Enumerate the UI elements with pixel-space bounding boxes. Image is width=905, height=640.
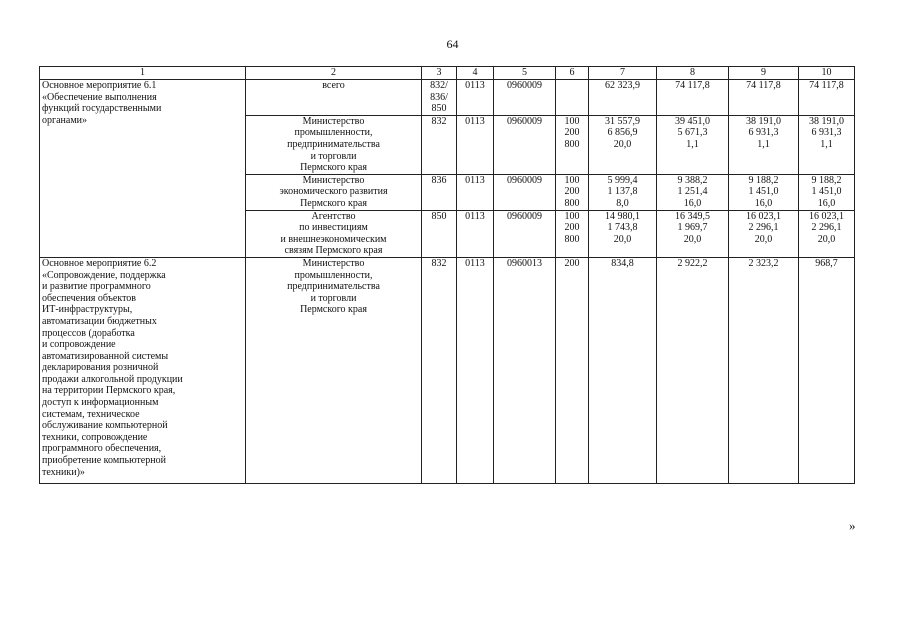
table-header-row [40,67,855,80]
table-cell: 832/ 836/ 850 [422,80,457,116]
table-cell [556,80,589,116]
table-cell: 2 922,2 [657,257,729,483]
table-cell: 0960009 [494,210,556,257]
table-row [40,257,855,483]
table-cell: 14 980,1 1 743,8 20,0 [589,210,657,257]
table-cell: 832 [422,115,457,174]
table-cell: 16 349,5 1 969,7 20,0 [657,210,729,257]
header-cell: 10 [799,67,855,80]
table-cell: 74 117,8 [799,80,855,116]
executor-cell: Министерство промышленности, предпринимательства и торговли Пермского края [246,115,422,174]
table-cell: 0113 [457,115,494,174]
table-cell: 0113 [457,174,494,210]
table-cell: 16 023,1 2 296,1 20,0 [729,210,799,257]
table-cell: 38 191,0 6 931,3 1,1 [729,115,799,174]
table-cell: 16 023,1 2 296,1 20,0 [799,210,855,257]
table-cell: 74 117,8 [729,80,799,116]
table-cell: 968,7 [799,257,855,483]
executor-cell: Агентство по инвестициям и внешнеэкономическим связям Пермского края [246,210,422,257]
table-cell: 39 451,0 5 671,3 1,1 [657,115,729,174]
table-cell: 100 200 800 [556,115,589,174]
page-number: 64 [446,37,459,51]
header-cell: 6 [556,67,589,80]
table-cell: 5 999,4 1 137,8 8,0 [589,174,657,210]
budget-table [39,66,855,484]
executor-cell: Министерство экономического развития Пермского края [246,174,422,210]
table-cell: 0960009 [494,115,556,174]
activity-cell: Основное мероприятие 6.2 «Сопровождение, поддержка и развитие программного обеспечения объектов ИТ-инфраструктуры, автоматизации бюджетных процессов (доработка и сопровождение автоматизированной системы декларирования розничной продажи алкогольной продукции на территории Пермского края, доступ к информационным системам, техническое обслуживание компьютерной техники, сопровождение программного обеспечения, приобретение компьютерной техники)» [40,257,246,483]
table-cell: 9 188,2 1 451,0 16,0 [729,174,799,210]
header-cell: 4 [457,67,494,80]
table-cell: 100 200 800 [556,174,589,210]
table-cell: 0113 [457,210,494,257]
table-cell: 62 323,9 [589,80,657,116]
table-cell: 0113 [457,257,494,483]
table-cell: 38 191,0 6 931,3 1,1 [799,115,855,174]
table-cell: 0960009 [494,174,556,210]
header-cell: 8 [657,67,729,80]
header-cell: 5 [494,67,556,80]
table-row [40,80,855,116]
header-cell: 3 [422,67,457,80]
executor-cell: всего [246,80,422,116]
table-cell: 0960009 [494,80,556,116]
table-cell: 31 557,9 6 856,9 20,0 [589,115,657,174]
header-cell: 1 [40,67,246,80]
table-cell: 832 [422,257,457,483]
header-cell: 2 [246,67,422,80]
table-cell: 2 323,2 [729,257,799,483]
header-cell: 7 [589,67,657,80]
table-cell: 100 200 800 [556,210,589,257]
closing-quote-mark: » [849,518,856,533]
table-cell: 0113 [457,80,494,116]
table-cell: 834,8 [589,257,657,483]
table-cell: 9 188,2 1 451,0 16,0 [799,174,855,210]
table-cell: 850 [422,210,457,257]
activity-cell: Основное мероприятие 6.1 «Обеспечение выполнения функций государственными органами» [40,80,246,258]
table-cell: 200 [556,257,589,483]
table-cell: 836 [422,174,457,210]
executor-cell: Министерство промышленности, предпринимательства и торговли Пермского края [246,257,422,483]
table-cell: 9 388,2 1 251,4 16,0 [657,174,729,210]
table-cell: 74 117,8 [657,80,729,116]
header-cell: 9 [729,67,799,80]
table-cell: 0960013 [494,257,556,483]
